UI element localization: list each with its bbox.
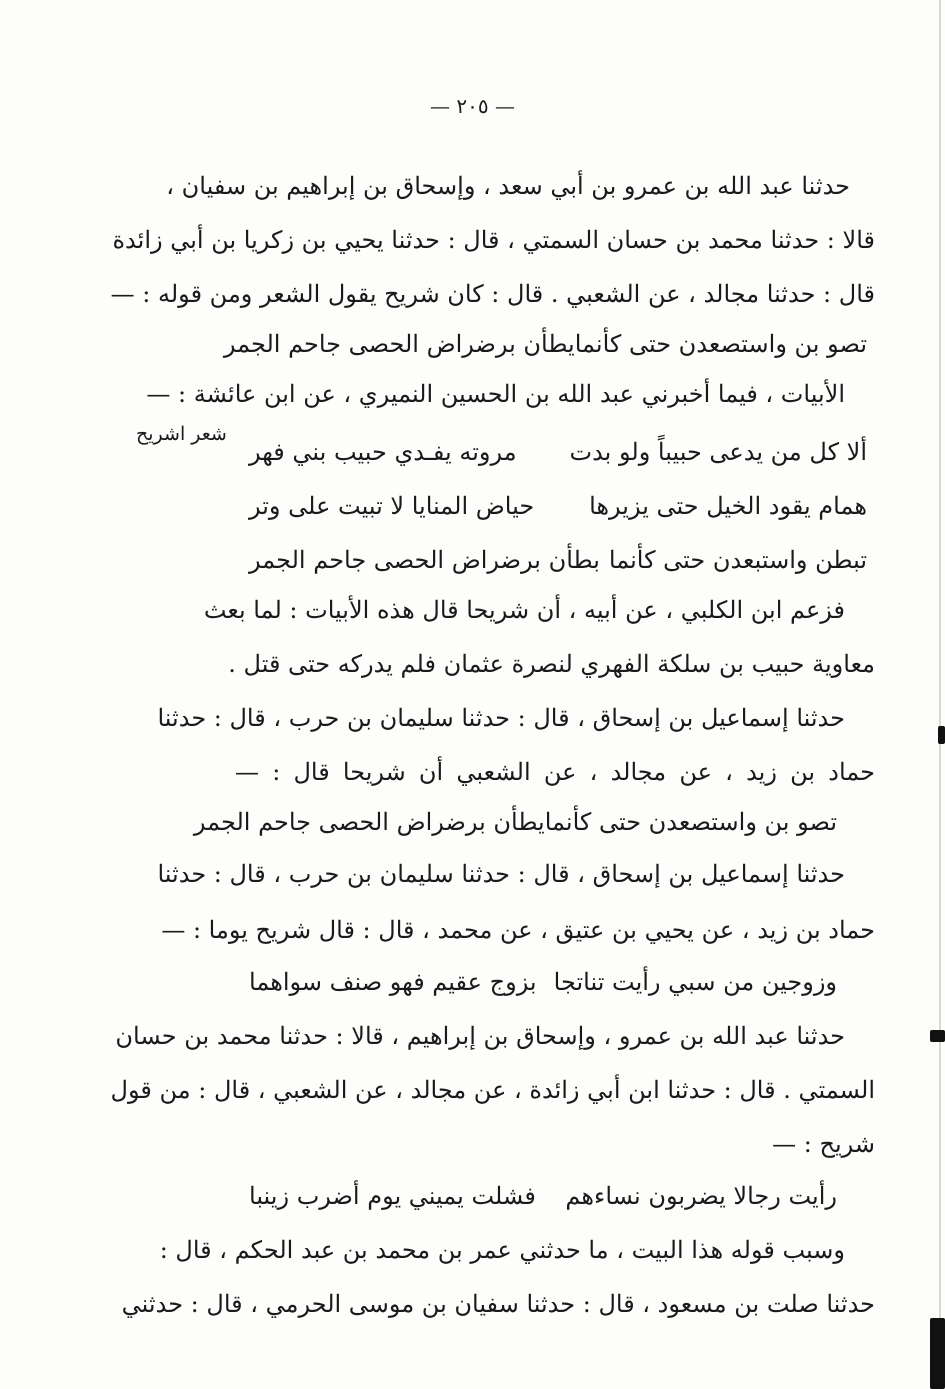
text-line: حماد بن زيد ، عن مجالد ، عن الشعبي أن شريحا قال : —: [235, 758, 875, 786]
verse-line: [249, 488, 867, 524]
text-line: معاوية حبيب بن سلكة الفهري لنصرة عثمان فلم يدركه حتى قتل .: [228, 650, 875, 678]
verse-hemistich-second: يطأن برضراض الحصى جاحم الجمر: [193, 808, 545, 836]
text-line: حدثنا عبد الله بن عمرو ، وإسحاق بن إبراهيم ، قالا : حدثنا محمد بن حسان: [115, 1022, 845, 1050]
page-edge-mark: [938, 726, 945, 744]
text-line: وسبب قوله هذا البيت ، ما حدثني عمر بن محمد بن عبد الحكم ، قال :: [159, 1236, 845, 1264]
margin-note: شعر اشريح: [136, 423, 227, 445]
verse-hemistich-first: تصو بن واستصعدن حتى كأنما: [544, 808, 837, 836]
verse-hemistich-first: رأيت رجالا يضربون نساءهم: [565, 1182, 837, 1210]
page-edge-mark: [930, 1318, 945, 1389]
verse-line: [223, 326, 867, 362]
verse-hemistich-first: تصو بن واستصعدن حتى كأنما: [574, 330, 867, 358]
verse-line: [249, 434, 867, 470]
text-line: قالا : حدثنا محمد بن حسان السمتي ، قال : حدثنا يحيي بن زكريا بن أبي زائدة: [112, 226, 875, 254]
text-line: قال : حدثنا مجالد ، عن الشعبي . قال : كان شريح يقول الشعر ومن قوله : —: [110, 280, 875, 308]
text-line: الأبيات ، فيما أخبرني عبد الله بن الحسين النميري ، عن ابن عائشة : —: [146, 380, 845, 408]
text-line: حدثنا صلت بن مسعود ، قال : حدثنا سفيان بن موسى الحرمي ، قال : حدثني: [121, 1290, 875, 1318]
verse-hemistich-first: وزوجين من سبي رأيت تناتجا: [553, 968, 837, 996]
text-line: شريح : —: [772, 1130, 875, 1158]
verse-hemistich-second: بزوج عقيم فهو صنف سواهما: [249, 968, 537, 996]
text-line: فزعم ابن الكلبي ، عن أبيه ، أن شريحا قال هذه الأبيات : لما بعث: [203, 596, 845, 624]
text-line: حدثنا إسماعيل بن إسحاق ، قال : حدثنا سليمان بن حرب ، قال : حدثنا: [157, 704, 845, 732]
verse-line: [249, 964, 837, 1000]
verse-hemistich-second: بطأن برضراض الحصى جاحم الجمر: [249, 546, 600, 574]
verse-hemistich-first: ألا كل من يدعى حبيباً ولو بدت: [569, 438, 867, 466]
page-edge-line: [939, 0, 941, 1389]
verse-hemistich-second: مروته يفـدي حبيب بني فهر: [249, 438, 517, 466]
verse-hemistich-first: تبطن واستبعدن حتى كأنما: [608, 546, 867, 574]
page-edge-mark: [930, 1030, 945, 1042]
text-line: حماد بن زيد ، عن يحيي بن عتيق ، عن محمد ، قال : قال شريح يوما : —: [161, 916, 875, 944]
verse-hemistich-first: همام يقود الخيل حتى يزيرها: [589, 492, 867, 520]
page-number: — ٢٠٥ —: [430, 94, 515, 118]
verse-hemistich-second: يطأن برضراض الحصى جاحم الجمر: [223, 330, 575, 358]
verse-line: [249, 1178, 837, 1214]
verse-hemistich-second: حياض المنايا لا تبيت على وتر: [249, 492, 535, 520]
text-line: السمتي . قال : حدثنا ابن أبي زائدة ، عن مجالد ، عن الشعبي ، قال : من قول: [110, 1076, 875, 1104]
verse-line: [249, 542, 867, 578]
verse-line: [193, 804, 837, 840]
verse-hemistich-second: فشلت يميني يوم أضرب زينبا: [249, 1182, 536, 1210]
text-line: حدثنا إسماعيل بن إسحاق ، قال : حدثنا سليمان بن حرب ، قال : حدثنا: [157, 860, 845, 888]
text-line: حدثنا عبد الله بن عمرو بن أبي سعد ، وإسحاق بن إبراهيم بن سفيان ،: [166, 172, 850, 200]
